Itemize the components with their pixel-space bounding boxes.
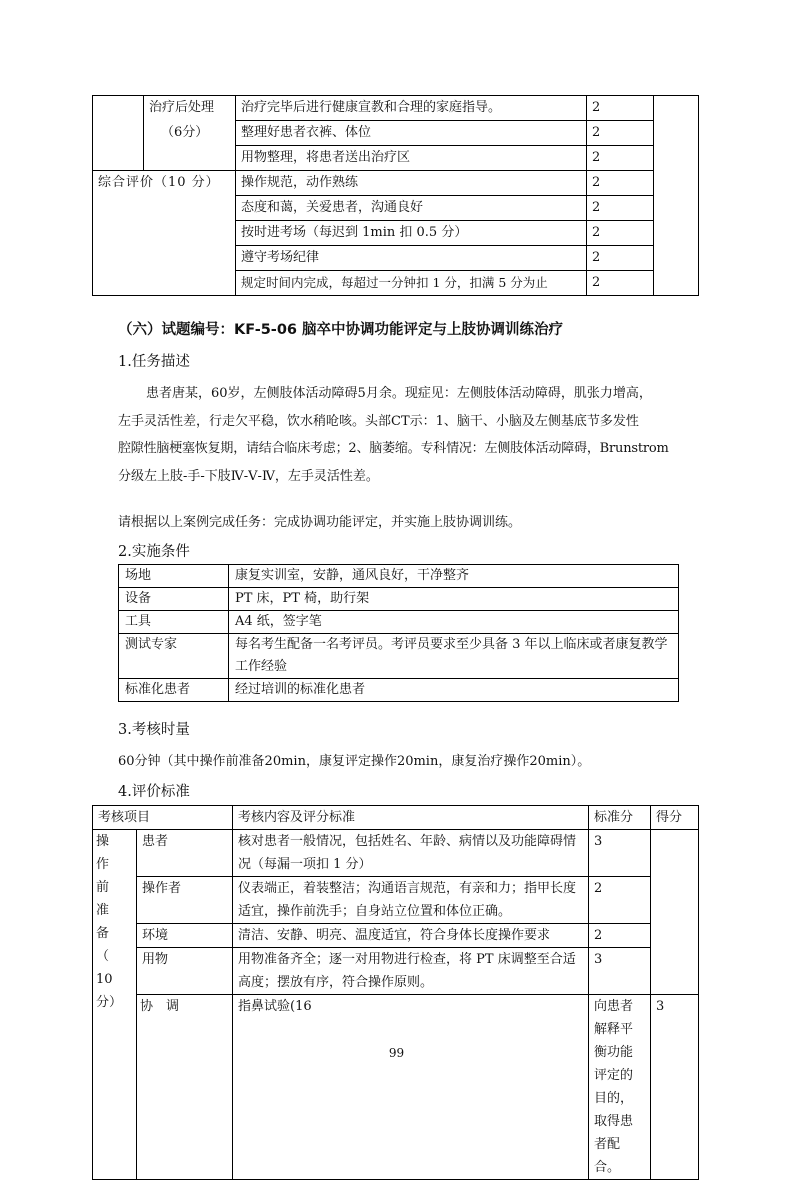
- score-cell: 2: [587, 171, 654, 196]
- score-cell: 2: [587, 96, 654, 121]
- group-label: 治疗后处理: [149, 100, 215, 115]
- group-cell: [144, 96, 236, 171]
- content-cell: 遵守考场纪律: [236, 246, 587, 271]
- score-cell: 3: [589, 830, 651, 877]
- heading-conditions: 2.实施条件: [118, 544, 190, 560]
- header-item: 考核项目: [93, 806, 233, 830]
- table-row: [119, 611, 679, 634]
- sub-item: 患者: [137, 830, 233, 877]
- condition-label: 测试专家: [119, 634, 229, 679]
- table-row: [119, 634, 679, 679]
- score-cell: 2: [589, 924, 651, 948]
- score-cell: 2: [587, 196, 654, 221]
- section-title: （六）试题编号：KF-5-06 脑卒中协调功能评定与上肢协调训练治疗: [118, 322, 564, 338]
- condition-label: 工具: [119, 611, 229, 634]
- content-cell: 清洁、安静、明亮、温度适宜，符合身体长度操作要求: [233, 924, 589, 948]
- condition-value: PT 床，PT 椅，助行架: [229, 588, 679, 611]
- task-line: 腔隙性脑梗塞恢复期，请结合临床考虑；2、脑萎缩。专科情况：左侧肢体活动障碍，Brunstrom: [118, 441, 669, 456]
- task-line: 患者唐某，60岁，左侧肢体活动障碍5月余。现症见：左侧肢体活动障碍，肌张力增高，: [146, 386, 652, 401]
- score-cell: 2: [587, 271, 654, 296]
- conditions-table: [118, 564, 679, 702]
- condition-label: 设备: [119, 588, 229, 611]
- group-points: （6分）: [161, 124, 209, 140]
- group-line: 分）: [96, 995, 123, 1010]
- score-cell: 2: [587, 146, 654, 171]
- heading-criteria: 4.评价标准: [118, 784, 190, 800]
- sub-item: 用物: [137, 948, 233, 995]
- blank-cell: [93, 96, 144, 171]
- content-cell: 操作规范，动作熟练: [236, 171, 587, 196]
- content-cell: 仪表端正，着装整洁；沟通语言规范，有亲和力；指甲长度适宜，操作前洗手；自身站立位置和体位正确。: [233, 877, 589, 924]
- time-text: 60分钟（其中操作前准备20min，康复评定操作20min，康复治疗操作20min）。: [118, 754, 591, 769]
- score-cell: 3: [651, 995, 699, 1180]
- score-cell: 2: [587, 246, 654, 271]
- table-row: [93, 171, 699, 196]
- group-line: 备: [96, 926, 110, 941]
- condition-label: 标准化患者: [119, 679, 229, 702]
- condition-value: 康复实训室，安静，通风良好，干净整齐: [229, 565, 679, 588]
- content-cell: 按时进考场（每迟到 1min 扣 0.5 分）: [236, 221, 587, 246]
- heading-task: 1.任务描述: [118, 354, 190, 370]
- table-row: [119, 588, 679, 611]
- scoring-table-continued: [92, 95, 699, 296]
- group-cell: [93, 830, 137, 1180]
- table-row: [93, 948, 699, 995]
- content-cell: 用物整理，将患者送出治疗区: [236, 146, 587, 171]
- table-row: [93, 96, 699, 121]
- content-cell: 态度和蔼，关爱患者，沟通良好: [236, 196, 587, 221]
- group-cell: 协 调: [137, 995, 233, 1180]
- task-description: [118, 380, 678, 490]
- content-cell: 向患者解释平衡功能评定的目的，取得患者配合。: [589, 995, 651, 1180]
- table-row: [93, 830, 699, 877]
- table-row: [93, 924, 699, 948]
- table-header-row: [93, 806, 699, 830]
- content-cell: 用物准备齐全；逐一对用物进行检查，将 PT 床调整至合适高度；摆放有序，符合操作原则。: [233, 948, 589, 995]
- table-row: [119, 679, 679, 702]
- header-got: 得分: [651, 806, 699, 830]
- task-request: 请根据以上案例完成任务：完成协调功能评定，并实施上肢协调训练。: [118, 515, 522, 530]
- table-row: [93, 995, 699, 1180]
- group-label: 综合评价（10 分）: [93, 171, 236, 296]
- score-cell: 3: [589, 948, 651, 995]
- heading-time: 3.考核时量: [118, 722, 190, 738]
- condition-value: 经过培训的标准化患者: [229, 679, 679, 702]
- task-line: 分级左上肢-手-下肢Ⅳ-Ⅴ-Ⅳ，左手灵活性差。: [118, 468, 379, 484]
- content-cell: 核对患者一般情况，包括姓名、年龄、病情以及功能障碍情况（每漏一项扣 1 分）: [233, 830, 589, 877]
- table-row: [119, 565, 679, 588]
- sub-item: 指鼻试验(16: [233, 995, 589, 1180]
- score-cell: 2: [587, 221, 654, 246]
- header-std: 标准分: [589, 806, 651, 830]
- sub-item: 操作者: [137, 877, 233, 924]
- score-cell: 2: [589, 877, 651, 924]
- header-content: 考核内容及评分标准: [233, 806, 589, 830]
- group-line: 前 准: [96, 880, 123, 918]
- condition-value: 每名考生配备一名考评员。考评员要求至少具备 3 年以上临床或者康复教学工作经验: [229, 634, 679, 679]
- content-cell: 治疗完毕后进行健康宣教和合理的家庭指导。: [236, 96, 587, 121]
- score-cell: 2: [587, 121, 654, 146]
- group-line: （ 10: [96, 949, 123, 987]
- got-score-cell: [654, 96, 699, 296]
- content-cell: 整理好患者衣裤、体位: [236, 121, 587, 146]
- condition-value: A4 纸，签字笔: [229, 611, 679, 634]
- condition-label: 场地: [119, 565, 229, 588]
- table-row: [93, 877, 699, 924]
- got-score-cell: [651, 830, 699, 995]
- group-line: 操 作: [96, 834, 123, 872]
- sub-item: 环境: [137, 924, 233, 948]
- criteria-table: [92, 805, 699, 1180]
- task-line: 左手灵活性差，行走欠平稳，饮水稍呛咳。头部CT示：1、脑干、小脑及左侧基底节多发性: [118, 413, 639, 429]
- content-cell: 规定时间内完成，每超过一分钟扣 1 分，扣满 5 分为止: [236, 271, 587, 296]
- page-number: 99: [388, 1046, 405, 1060]
